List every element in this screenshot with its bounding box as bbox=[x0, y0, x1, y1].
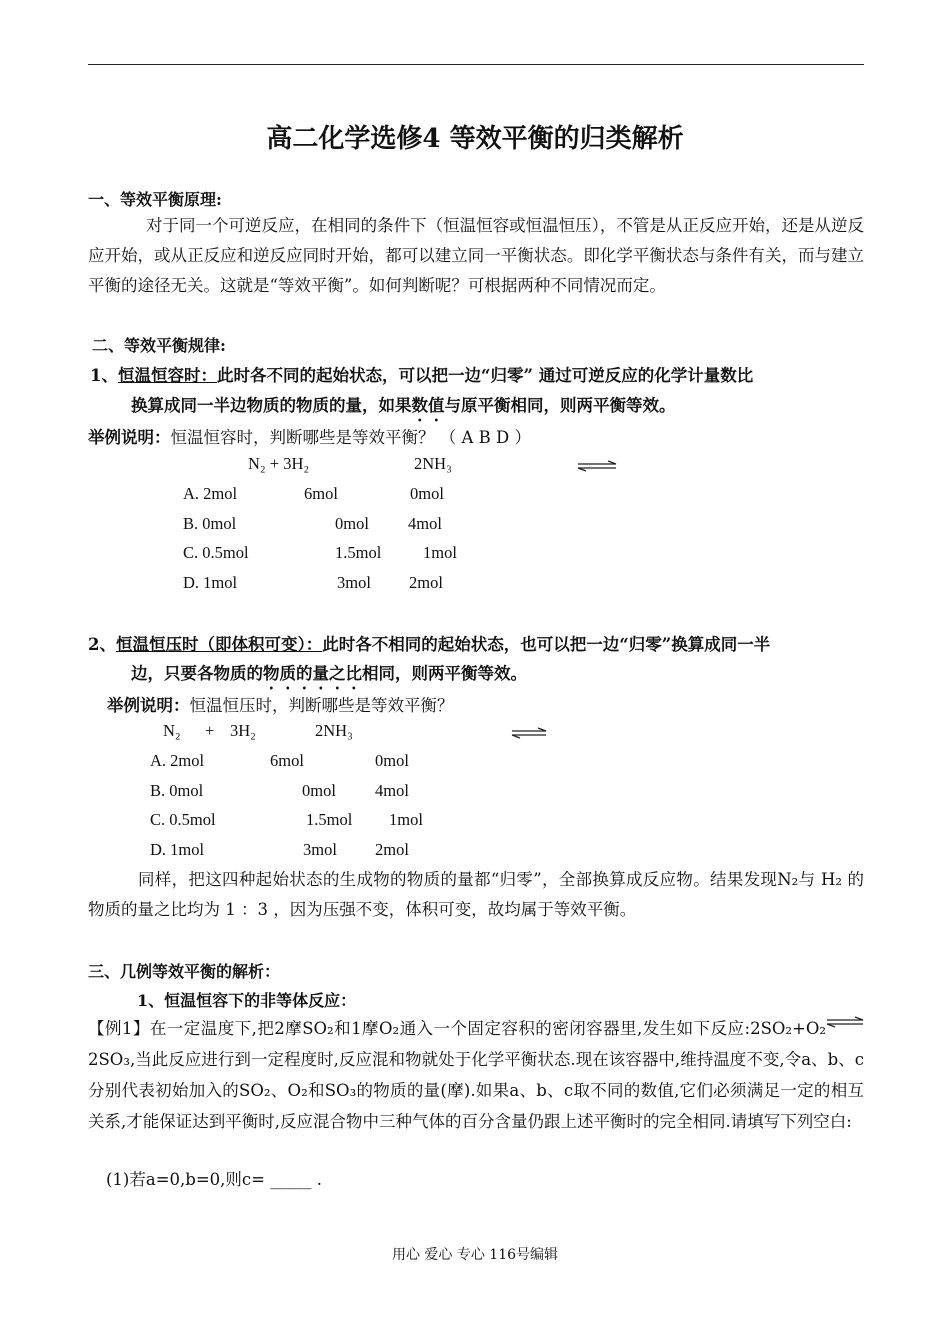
question-1: (1)若a=0,b=0,则c= _____ . bbox=[106, 1170, 322, 1189]
ex2-row-c-col2: 1.5mol bbox=[306, 810, 353, 829]
ex2-row-d-col2: 3mol bbox=[303, 840, 337, 859]
ex1-row-c-col1: C. 0.5mol bbox=[183, 543, 249, 562]
example1-eq-left: N₂ + 3H₂ bbox=[248, 454, 310, 473]
ex1-row-a-col3: 0mol bbox=[410, 484, 444, 503]
example2-question: 恒温恒压时，判断哪些是等效平衡？ bbox=[189, 696, 454, 715]
ex2-row-c-col1: C. 0.5mol bbox=[150, 810, 216, 829]
ex1-row-a-col1: A. 2mol bbox=[183, 484, 238, 503]
example1-question-line bbox=[88, 424, 531, 448]
ex1-row-d-col2: 3mol bbox=[337, 573, 371, 592]
ex2-row-d-col3: 2mol bbox=[375, 840, 409, 859]
rule1-line1 bbox=[90, 362, 753, 386]
equilibrium-arrow-icon bbox=[576, 460, 618, 472]
rule1-text2a: 换算成同一半边物质的物质的量，如果 bbox=[131, 396, 412, 415]
ex1-row-d-col1: D. 1mol bbox=[183, 573, 238, 592]
section3-sub1: 1、恒温恒容下的非等体反应： bbox=[137, 991, 357, 1010]
example2-eq-right: 2NH₃ bbox=[315, 721, 353, 740]
header-rule bbox=[88, 64, 864, 65]
rule2-condition: 恒温恒压时（即体积可变）： bbox=[115, 635, 323, 654]
rule1-condition: 恒温恒容时： bbox=[117, 366, 217, 385]
rule2-number: 2、 bbox=[88, 635, 116, 654]
ex2-row-d-col1: D. 1mol bbox=[150, 840, 205, 859]
example1-label: 举例说明： bbox=[88, 428, 171, 447]
ex1-row-d-col3: 2mol bbox=[409, 573, 443, 592]
ex2-row-a-col1: A. 2mol bbox=[150, 751, 205, 770]
equilibrium-arrow-icon bbox=[510, 727, 548, 739]
rule1-text2b: 数值 bbox=[411, 396, 445, 415]
ex2-row-c-col3: 1mol bbox=[389, 810, 423, 829]
example1-question: 恒温恒容时，判断哪些是等效平衡？ （ A B D ） bbox=[170, 428, 531, 447]
reversible-arrow-icon bbox=[826, 1024, 864, 1034]
example2-eq-n2: N₂ bbox=[163, 721, 181, 740]
example2-label: 举例说明： bbox=[107, 696, 190, 715]
page-title: 高二化学选修4 等效平衡的归类解析 bbox=[266, 124, 684, 154]
example1-bracket-label: 【例1】 bbox=[88, 1019, 150, 1038]
example2-conclusion: 同样，把这四种起始状态的生成物的物质的量都“归零”，全部换算成反应物。结果发现N₂与 H₂ 的物质的量之比均为 1 ：3 ，因为压强不变，体积可变，故均属于等效平衡。 bbox=[88, 870, 864, 919]
ex1-row-b-col1: B. 0mol bbox=[183, 514, 237, 533]
example2-question-line bbox=[107, 692, 454, 716]
ex2-row-b-col2: 0mol bbox=[302, 781, 336, 800]
rule1-text1: 此时各不同的起始状态，可以把一边“归零” 通过可逆反应的化学计量数比 bbox=[216, 366, 754, 385]
ex1-row-a-col2: 6mol bbox=[304, 484, 338, 503]
rule2-text2a: 边，只要各物质的 bbox=[131, 664, 263, 683]
example1-text-b: 2SO₃,当此反应进行到一定程度时,反应混和物就处于化学平衡状态.现在该容器中,维持温度不变,令a、b、c分别代表初始加入的SO₂、O₂和SO₃的物质的量(摩).如果a、b、c取不同的数值,它们必须满足一定的相互关系,才能保证达到平衡时,反应混合物中三种气体的百分含量仍跟上述平衡时的完全相同.请填写下列空白: bbox=[88, 1050, 864, 1131]
rule1-text2c: 与原平衡相同，则两平衡等效。 bbox=[444, 396, 676, 415]
rule2-line2 bbox=[131, 660, 527, 693]
example2-eq-plus: + bbox=[205, 721, 215, 740]
section1-heading: 一、等效平衡原理: bbox=[88, 190, 222, 209]
section1-paragraph: 对于同一个可逆反应，在相同的条件下（恒温恒容或恒温恒压），不管是从正反应开始，还是从逆反应开始，或从正反应和逆反应同时开始，都可以建立同一平衡状态。即化学平衡状态与条件有关，而与建立平衡的途径无关。这就是“等效平衡”。如何判断呢？可根据两种不同情况而定。 bbox=[88, 216, 864, 295]
rule2-line1 bbox=[88, 631, 770, 655]
ex2-row-b-col3: 4mol bbox=[375, 781, 409, 800]
ex2-row-b-col1: B. 0mol bbox=[150, 781, 204, 800]
example2-eq-h2: 3H₂ bbox=[230, 721, 256, 740]
section2-heading: 二、等效平衡规律: bbox=[92, 336, 226, 355]
ex1-row-b-col2: 0mol bbox=[335, 514, 369, 533]
example1-text-a: 在一定温度下,把2摩SO₂和1摩O₂通入一个固定容积的密闭容器里,发生如下反应:2SO₂+O₂ bbox=[149, 1019, 826, 1038]
section3-heading: 三、几例等效平衡的解析： bbox=[88, 962, 281, 981]
page-footer: 用心 爱心 专心 116号编辑 bbox=[391, 1247, 559, 1263]
rule1-number: 1、 bbox=[90, 366, 118, 385]
example1-paragraph bbox=[88, 1013, 864, 1137]
ex1-row-c-col2: 1.5mol bbox=[335, 543, 382, 562]
ex2-row-a-col2: 6mol bbox=[270, 751, 304, 770]
ex1-row-c-col3: 1mol bbox=[423, 543, 457, 562]
rule1-line2 bbox=[131, 392, 676, 425]
ex1-row-b-col3: 4mol bbox=[408, 514, 442, 533]
rule2-text2b: 物质的量之比 bbox=[263, 664, 362, 683]
rule2-text2c: 相同，则两平衡等效。 bbox=[362, 664, 527, 683]
rule2-text1: 此时各不相同的起始状态，也可以把一边“归零”换算成同一半 bbox=[322, 635, 771, 654]
example1-eq-right: 2NH₃ bbox=[414, 454, 452, 473]
ex2-row-a-col3: 0mol bbox=[375, 751, 409, 770]
